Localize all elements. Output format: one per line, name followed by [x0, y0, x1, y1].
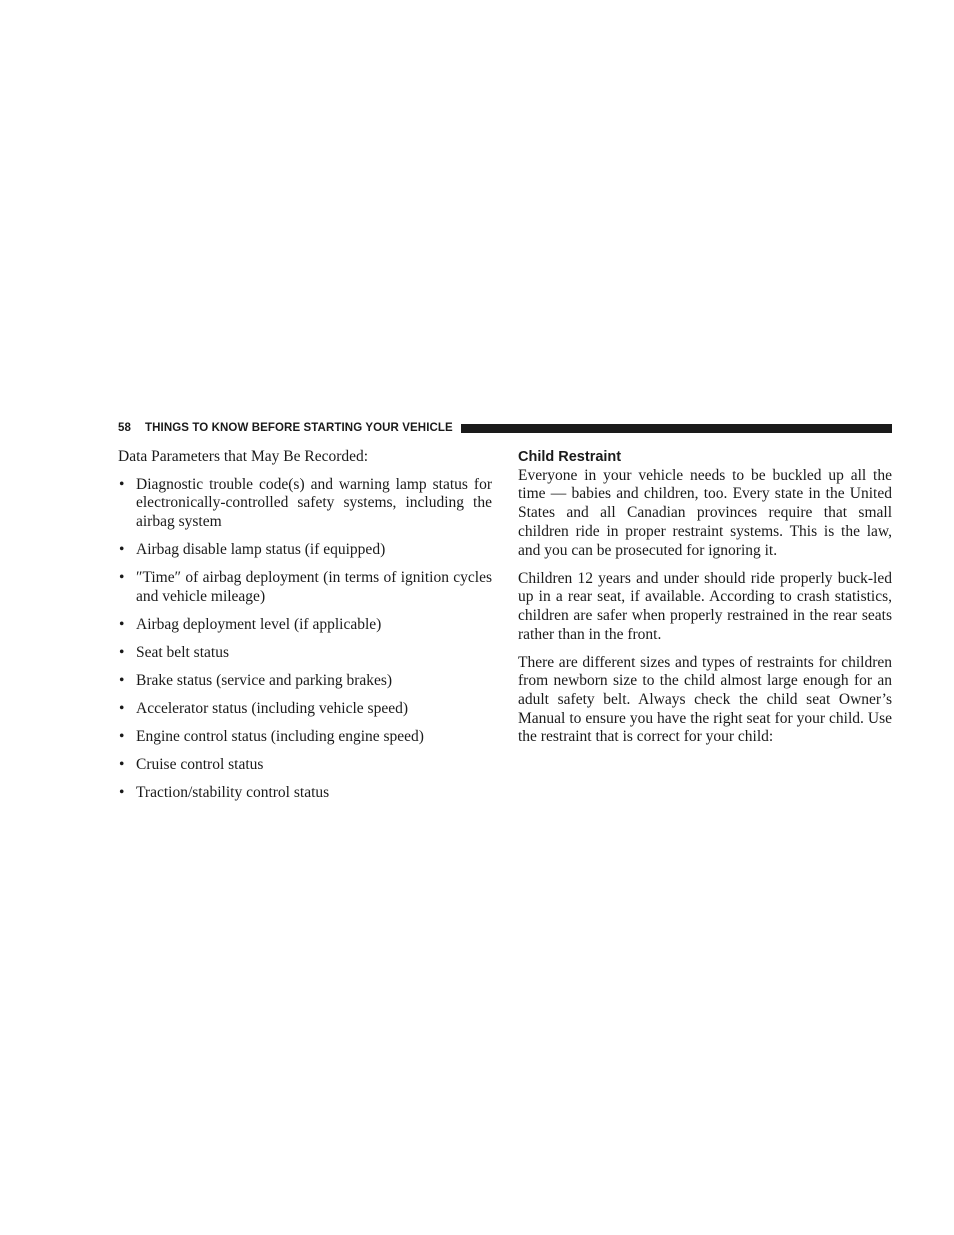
- list-item-text: Brake status (service and parking brakes): [136, 671, 393, 689]
- list-item: [118, 569, 492, 606]
- list-item-text: Airbag disable lamp status (if equipped): [136, 541, 386, 559]
- page-header: [118, 420, 892, 436]
- list-item: [118, 728, 492, 747]
- list-item: [118, 616, 492, 635]
- list-item-text: Seat belt status: [136, 643, 229, 661]
- list-item: [118, 756, 492, 775]
- data-parameters-intro: Data Parameters that May Be Recorded:: [118, 448, 369, 465]
- page-number: 58: [118, 422, 131, 434]
- bullet-icon: •: [119, 569, 125, 587]
- left-column: [118, 448, 492, 812]
- bullet-icon: •: [119, 727, 125, 745]
- list-item-text: Airbag deployment level (if applicable): [136, 615, 382, 633]
- data-parameters-list: [118, 476, 492, 803]
- list-item: [118, 644, 492, 663]
- bullet-icon: •: [119, 475, 125, 493]
- bullet-icon: •: [119, 643, 125, 661]
- list-item: [118, 700, 492, 719]
- list-item-text: Diagnostic trouble code(s) and warning lamp status for electronically-controlled safety systems, including the airbag system: [136, 475, 492, 531]
- bullet-icon: •: [119, 783, 125, 801]
- header-rule: [461, 424, 892, 433]
- section-title: THINGS TO KNOW BEFORE STARTING YOUR VEHICLE: [145, 422, 453, 434]
- bullet-icon: •: [119, 541, 125, 559]
- list-item-text: Cruise control status: [136, 755, 264, 773]
- list-item-text: Accelerator status (including vehicle speed): [136, 699, 408, 717]
- list-item-text: ″Time″ of airbag deployment (in terms of ignition cycles and vehicle mileage): [136, 569, 492, 605]
- list-item-text: Traction/stability control status: [136, 783, 330, 801]
- bullet-icon: •: [119, 671, 125, 689]
- list-item: [118, 784, 492, 803]
- bullet-icon: •: [119, 615, 125, 633]
- list-item: [118, 672, 492, 691]
- list-item-text: Engine control status (including engine speed): [136, 727, 424, 745]
- right-column: [518, 448, 892, 756]
- child-restraint-heading: Child Restraint: [518, 449, 622, 465]
- bullet-icon: •: [119, 699, 125, 717]
- bullet-icon: •: [119, 755, 125, 773]
- list-item: [118, 476, 492, 532]
- list-item: [118, 541, 492, 560]
- paragraph: Everyone in your vehicle needs to be buckled up all the time — babies and children, too. Every state in the United States and all Canadian provinces require that small children ride in proper restraint systems. This is the law, and you can be prosecuted for ignoring it.: [518, 466, 892, 559]
- paragraph: There are different sizes and types of restraints for children from newborn size to the child almost large enough for an adult safety belt. Always check the child seat Owner’s Manual to ensure you have the right seat for your child. Use the restraint that is correct for your child:: [518, 653, 892, 746]
- paragraph: Children 12 years and under should ride properly buck-led up in a rear seat, if available. According to crash statistics, children are safer when properly restrained in the rear seats rather than in the front.: [518, 569, 892, 643]
